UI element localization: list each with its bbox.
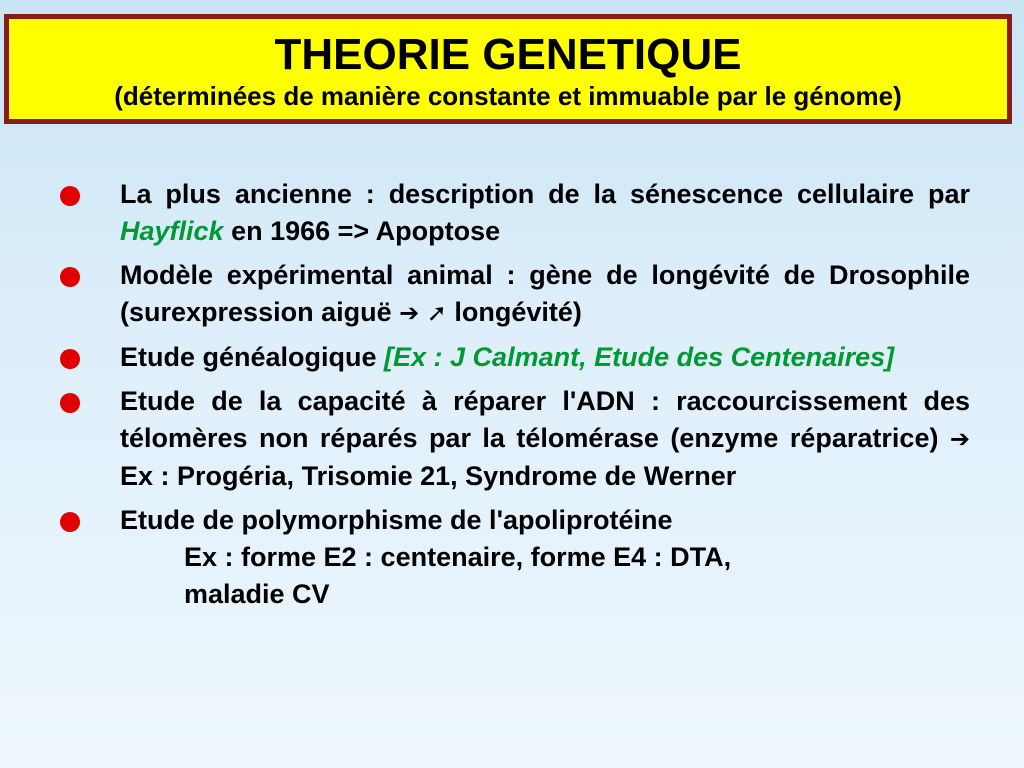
title-box (4, 14, 1012, 124)
bullet-text (120, 502, 970, 613)
bullet-text (120, 176, 970, 250)
bullet-text-part: Etude de polymorphisme de l'apoliprotéine (120, 505, 673, 535)
list-item (50, 502, 970, 613)
bullet-text-part: Etude généalogique (120, 342, 385, 372)
bullet-text-part: Modèle expérimental animal : gène de longévité de Drosophile (surexpression aiguë (120, 260, 970, 327)
bullet-text (120, 339, 970, 376)
bullet-text-part: La plus ancienne : description de la sénescence cellulaire par (120, 179, 970, 209)
bullet-text-part: Ex : Progéria, Trisomie 21, Syndrome de Werner (120, 461, 737, 491)
bullet-icon (60, 349, 80, 369)
list-item (50, 339, 970, 376)
right-arrow-icon: ➔ (399, 299, 420, 327)
bullet-icon (60, 512, 80, 532)
page-subtitle: (déterminées de manière constante et immuable par le génome) (114, 81, 902, 111)
bullet-icon (60, 393, 80, 413)
list-item (50, 176, 970, 250)
list-item (50, 257, 970, 332)
bullet-text (120, 383, 970, 495)
bullet-text (120, 257, 970, 332)
bullet-icon (60, 186, 80, 206)
bullet-list (50, 176, 970, 620)
page-title: THEORIE GENETIQUE (274, 30, 742, 79)
bullet-icon (60, 267, 80, 287)
bullet-text-part: en 1966 => Apoptose (223, 216, 501, 246)
author-name: Hayflick (120, 216, 224, 246)
up-right-arrow-icon: ➚ (426, 299, 447, 327)
sub-line: maladie CV (184, 579, 330, 609)
list-item (50, 383, 970, 495)
sub-line: Ex : forme E2 : centenaire, forme E4 : DTA, (184, 542, 732, 572)
bullet-text-part: Etude de la capacité à réparer l'ADN : raccourcissement des télomères non réparés par la télomérase (enzyme réparatrice) (120, 386, 970, 453)
example-reference: [Ex : J Calmant, Etude des Centenaires] (384, 342, 895, 372)
bullet-text-part: longévité) (446, 297, 582, 327)
right-arrow-icon: ➔ (949, 425, 970, 453)
